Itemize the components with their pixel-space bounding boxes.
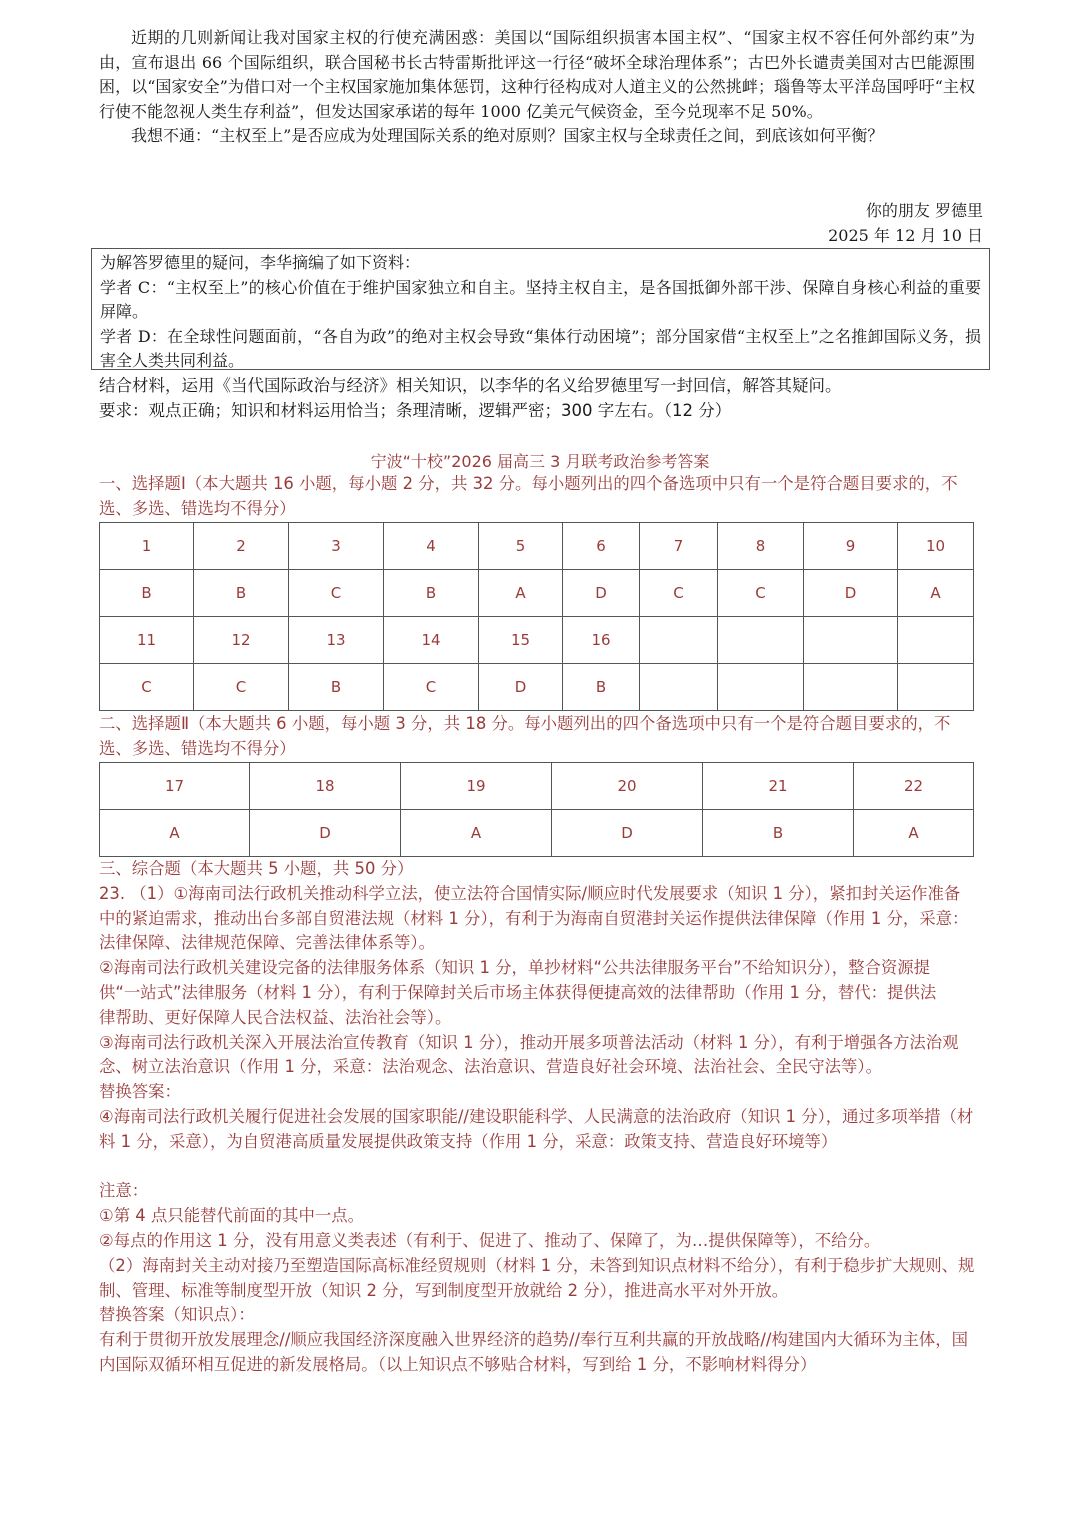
answer-cell: B [384,570,479,617]
q23-part1-point2: ②海南司法行政机关建设完备的法律服务体系（知识 1 分，单抄材料“公共法律服务平台”不给知识分），整合资源提供“一站式”法律服务（材料 1 分），有利于保障封关后市场主体获得便捷高效的法律帮助（作用 1 分，替代：提供法律帮助、更好保障人民合法权益、法治社会等）。 [99,958,937,1027]
table-row-numbers [100,763,974,810]
question-number: 20 [552,763,703,810]
empty-cell [718,664,804,711]
alt-answer-heading: 替换答案： [99,1082,181,1102]
question-number: 21 [703,763,854,810]
letter-paragraph-1: 近期的几则新闻让我对国家主权的行使充满困惑：美国以“国际组织损害本国主权”、“国家主权不容任何外部约束”为由，宣布退出 66 个国际组织，联合国秘书长古特雷斯批评这一行径“破坏全球治理体系”；古巴外长谴责美国对古巴能源围困，以“国家安全”为借口对一个主权国家施加集体惩罚，这种行径构成对人道主义的公然挑衅；瑙鲁等太平洋岛国呼吁“主权行使不能忽视人类生存利益”，但发达国家承诺的每年 1000 亿美元气候资金，至今兑现率不足 50%。 [99,28,975,121]
question-number: 8 [718,523,804,570]
section2-heading: 二、选择题Ⅱ（本大题共 6 小题，每小题 3 分，共 18 分。每小题列出的四个备选项中只有一个是符合题目要求的，不选、多选、错选均不得分） [99,714,951,758]
table-row-answers-1 [100,570,974,617]
letter-signature: 你的朋友 罗德里 [865,201,983,220]
section2 [99,712,975,762]
answer-cell: D [250,810,401,857]
section1-answer-table [99,522,974,711]
empty-cell [640,664,718,711]
question-number: 14 [384,617,479,664]
table-row-numbers-2 [100,617,974,664]
answer-cell: C [640,570,718,617]
answer-cell: C [384,664,479,711]
materials-intro: 为解答罗德里的疑问，李华摘编了如下资料： [100,253,421,272]
section1 [99,472,975,522]
answer-cell: B [563,664,640,711]
question-number: 15 [479,617,563,664]
answer-cell: C [100,664,194,711]
letter-date: 2025 年 12 月 10 日 [828,225,983,245]
section2-answer-table [99,762,974,857]
spacer [99,1155,975,1180]
answer-cell: D [563,570,640,617]
table-row-answers [100,810,974,857]
answer-cell: C [194,664,289,711]
answer-cell: A [479,570,563,617]
note-1: ①第 4 点只能替代前面的其中一点。 [99,1206,365,1226]
question-number: 12 [194,617,289,664]
question-number: 22 [854,763,974,810]
q23-part1-point1: 23. （1）①海南司法行政机关推动科学立法，使立法符合国情实际/顺应时代发展要求（知识 1 分），紧扣封关运作准备中的紧迫需求，推动出台多部自贸港法规（材料 1 分），有利于为海南自贸港封关运作提供法律保障（作用 1 分，采意：法律保障、法律规范保障、完善法律体系等）。 [99,883,969,953]
question-number: 7 [640,523,718,570]
answer-cell: D [552,810,703,857]
answer-cell: A [100,810,250,857]
question-number: 13 [289,617,384,664]
table-row-answers-2 [100,664,974,711]
question-number: 18 [250,763,401,810]
section1-heading: 一、选择题Ⅰ（本大题共 16 小题，每小题 2 分，共 32 分。每小题列出的四个备选项中只有一个是符合题目要求的，不选、多选、错选均不得分） [99,474,958,518]
question-number: 17 [100,763,250,810]
materials-box [91,248,990,370]
question-number: 3 [289,523,384,570]
answer-key-title: 宁波“十校”2026 届高三 3 月联考政治参考答案 [370,452,710,471]
question-number: 1 [100,523,194,570]
question-number: 19 [401,763,552,810]
question-number: 11 [100,617,194,664]
q23-part2: （2）海南封关主动对接乃至塑造国际高标准经贸规则（材料 1 分，未答到知识点材料不给分），有利于稳步扩大规则、规制、管理、标准等制度型开放（知识 2 分，写到制度型开放就给 2 分），推进高水平对外开放。 [99,1255,975,1300]
section3 [99,857,975,1378]
alt-knowledge-heading: 替换答案（知识点）： [99,1305,255,1325]
question-number: 10 [898,523,974,570]
empty-cell [898,617,974,664]
answer-cell: A [401,810,552,857]
section3-heading: 三、综合题（本大题共 5 小题，共 50 分） [99,859,414,878]
letter-paragraph-2: 我想不通：“主权至上”是否应成为处理国际关系的绝对原则？国家主权与全球责任之间，到底该如何平衡？ [131,126,884,146]
alt-knowledge-text: 有利于贯彻开放发展理念//顺应我国经济深度融入世界经济的趋势//奉行互利共赢的开放战略//构建国内大循环为主体，国内国际双循环相互促进的新发展格局。（以上知识点不够贴合材料，写到给 1 分，不影响材料得分） [99,1330,969,1374]
q23-part1-point4: ④海南司法行政机关履行促进社会发展的国家职能//建设职能科学、人民满意的法治政府（知识 1 分），通过多项举措（材料 1 分，采意），为自贸港高质量发展提供政策支持（作用 1 分，采意：政策支持、营造良好环境等） [99,1106,974,1151]
empty-cell [640,617,718,664]
answer-cell: C [718,570,804,617]
task-instructions [99,374,975,423]
letter-signoff [99,199,983,248]
question-number: 5 [479,523,563,570]
answer-cell: D [479,664,563,711]
letter-body [99,26,975,149]
answer-cell: B [100,570,194,617]
answer-cell: B [194,570,289,617]
answer-cell: A [854,810,974,857]
question-number: 9 [804,523,898,570]
question-number: 6 [563,523,640,570]
empty-cell [804,664,898,711]
empty-cell [718,617,804,664]
task-instruction: 结合材料，运用《当代国际政治与经济》相关知识，以李华的名义给罗德里写一封回信，解答其疑问。 [99,376,842,395]
table-row-numbers-1 [100,523,974,570]
answer-cell: C [289,570,384,617]
answer-cell: D [804,570,898,617]
scholar-c-text: 学者 C：“主权至上”的核心价值在于维护国家独立和自主。坚持主权自主，是各国抵御外部干涉、保障自身核心利益的重要屏障。 [100,277,981,321]
notes-heading: 注意： [99,1181,149,1201]
q23-part1-point3: ③海南司法行政机关深入开展法治宣传教育（知识 1 分），推动开展多项普法活动（材料 1 分），有利于增强各方法治观念、树立法治意识（作用 1 分，采意：法治观念、法治意识、营造良好社会环境、法治社会、全民守法等）。 [99,1032,959,1077]
question-number: 16 [563,617,640,664]
note-2: ②每点的作用这 1 分，没有用意义类表述（有利于、促进了、推动了、保障了，为…提供保障等），不给分。 [99,1230,881,1250]
question-number: 2 [194,523,289,570]
answer-cell: B [703,810,854,857]
empty-cell [898,664,974,711]
task-requirements: 要求：观点正确；知识和材料运用恰当；条理清晰，逻辑严密；300 字左右。（12 分） [99,400,732,420]
scholar-d-text: 学者 D：在全球性问题面前，“各自为政”的绝对主权会导致“集体行动困境”；部分国家借“主权至上”之名推卸国际义务，损害全人类共同利益。 [100,326,981,370]
question-number: 4 [384,523,479,570]
answer-cell: B [289,664,384,711]
empty-cell [804,617,898,664]
answer-cell: A [898,570,974,617]
